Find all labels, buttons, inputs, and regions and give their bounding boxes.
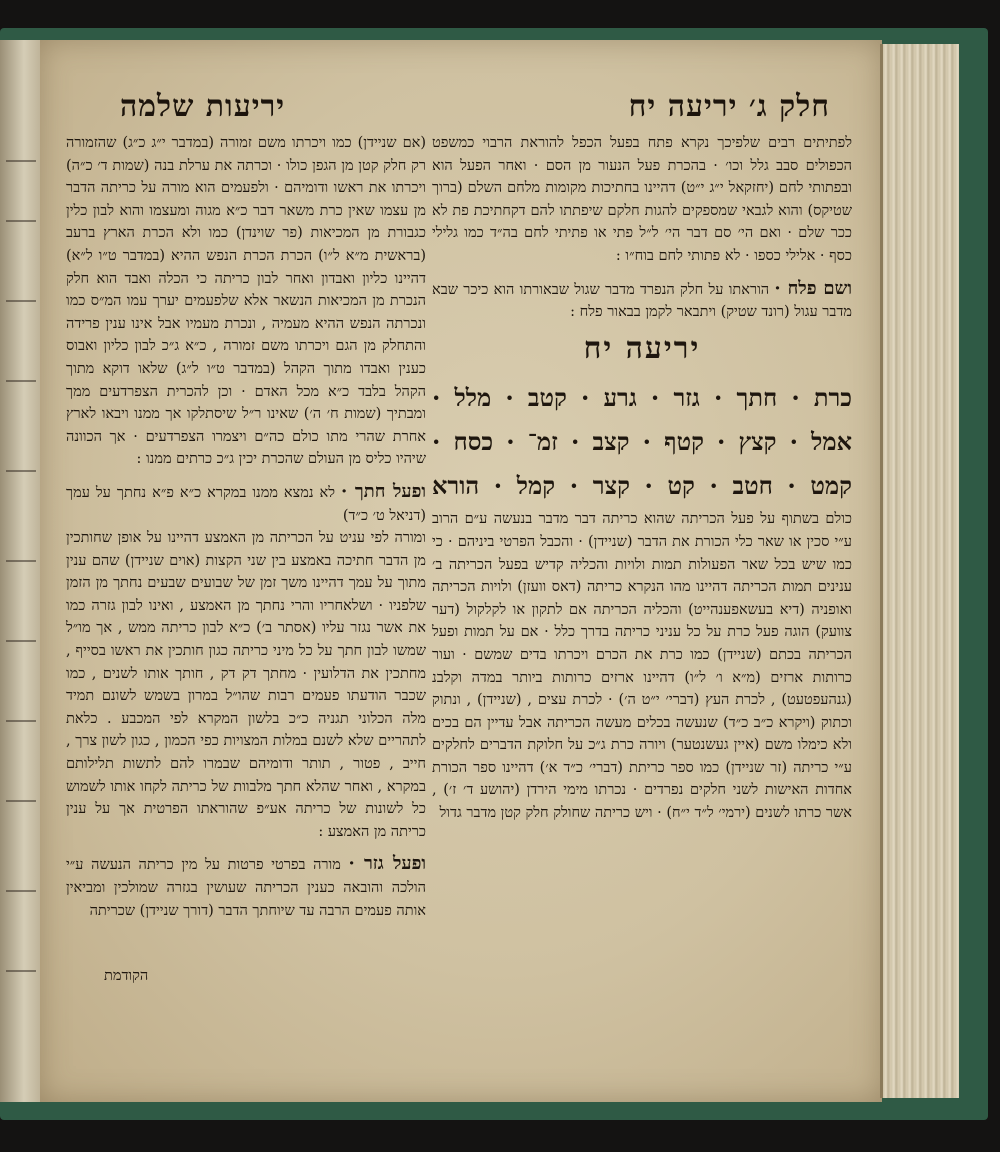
left-top-paragraph: (אם שניידן) כמו ויכרתו משם זמורה (במדבר י״ג כ״ג) שהזמורה רק חלק קטן מן הגפן כולו · וכרתה את ערלת בנה (שמות ד׳ כ״ה) ויכרתו את ראשו ודומיהם · ולפעמים הוא מורה על כריתה הדבר מן עצמו שאין כרת משאר דבר כ״א מגוה ומעצמו והוא לבון כלין כגבורת מן המכיאות (פר שוינדן) כמו ולא הכרת הארץ ברעב (בראשית מ״א ל״ו) הכרת הכרת הנפש ההיא (במדבר ט״ו ל״א) דהיינו כליון ואבדון ואחר לבון כריתה כי הכלה ואבד הוא חלק הנכרת מן המכיאות הנשאר אלא שלפעמים יערך עמו המ״ס כמו ונכרתה הנפש ההיא מעמיה , ונכרת מעמיו אבל אינו ענין פרידה והתחלק מן הגם ויכרתו משם זמורה , כ״א ג״כ לבון כליון ואבוס כענין ואבדו מתוך הקהל (במדבר ט״ו ל״ג) שלאו דוקא מתוך הקהל בלבד כ״א מכל האדם · וכן להכרית הצפרדעים ממך ומבתיך (שמות ח׳ ה׳) שאינו ר״ל שיסתלקו אך ממנו ויבאו לארץ אחרת שהרי מתו כולם כה״ם ויצמרו הצפרדעים · אך הכוונה שיהיו כליס מן העולם שהכרת יכין ג״כ כרתים ממנו : [66,135,426,468]
entry-head-gazar: ופעל גזר · [348,853,426,875]
header-left-title: חלק ג׳ יריעה יח [628,88,830,124]
entry-text-gazar: מורה בפרטי פרטות על מין כריתה הנעשה ע״י הולכה והובאה כענין הכריתה שעושין בגזרה שמולכין ומביאין אותה פעמים הרבה עד שיוחתך הדבר (דורך שניידן) שכריתה [66,857,426,919]
catchword: הקודמת [104,968,149,984]
running-head [120,86,830,126]
left-entry-chatach [66,481,426,527]
entry-head-chatach: ופעל חתך · [340,480,427,502]
left-lower-paragraph: ומורה לפי עניט על הכריתה מן האמצע דהיינו על אופן שחותכין מן הדבר חתיכה באמצע בין שני הקצות (אוים שניידן) שהם ענין מתוך על עמך דהיינו משך זמן של שבועים שבעים נחתך מן הזמן שלפניו · ושלאחריו והרי נחתך מן האמצע , ואינו לבון גזרה כמו את אשר נגזר עליו (אסתר ב׳) כ״א לבון כריתה ממש , אך מו״ל שמשו לבון חתך על כל מיני כריתה כגון חותכין את ראשו בסייף , מחתכין את הדלועין · מחתך דק דק , חותך אותו לשנים , כמו שכבר הודעתו פעמים רבות שהו״ל במרון בשמש לשונם תמיד מלה הכלוני תגניה כ״כ בלשון המקרא לפי המכבע . כלאת לתהריים שלא לשנם במלות המצויות כפי הכמון , כגון לשון צרך , חייב , פטור , תותר ודומיהם שבמרו להם לתשות תלילותם במקרא , ואחר שהלא חתך מלבוות של כריתה לקחו אותו לשמוש כל לשונות של כריתה אע״פ שהוראתו הפרטית אך על ענין כריתה מן האמצע : [66,530,426,840]
header-right-title: יריעות שלמה [120,88,286,124]
root-words-row-2: אמל · קצץ · קטף · קצב · זמ־ · כסח · [432,427,852,457]
entry-text-pelach: הוראתו על חלק הנפרד מדבר שגול שבאורתו הוא כיכר שבא מדבר עגול (רונד שטיק) ויתבאר לקמן בבאור פלח : [432,281,852,321]
right-top-paragraph: לפתיתים רבים שלפיכך נקרא פתח בפעל הכפל להוראת הרבוי כמשפט הכפולים סבב גלל וכו׳ · בהכרת פעל הנעור מן הסם · ואחר הפעל הוא ובפתותי לחם (יחזקאל י״ג י״ט) דהיינו בחתיכות מקומות מלחם השלם (ברוך שטיקס) והוא לגבאי שמספקים להגות חלקם שיפתתו להם דקחתיכת פת לא ככר שלם · ואם הי׳ סם דבר הי׳ ל״ל פתי או פתיתי לחם בה״ד כמו גלילי כסף · אלילי כספו · לא פתותי לחם בוח״ו : [432,135,852,264]
entry-head-pelach: ושם פלח · [774,277,852,299]
root-words-row-1: כרת · חתך · גזר · גרע · קטב · מלל · [432,383,852,413]
right-entry [432,278,852,324]
root-words-row-3: קמט · חטב · קט · קצר · קמל · הורא [432,471,852,501]
left-entry-gazar [66,853,426,922]
facing-page-edge [0,40,42,1102]
right-column [432,132,852,825]
right-lower-paragraph: כולם בשתוף על פעל הכריתה שהוא כריתה דבר מדבר בנעשה ע״ם הרוב ע״י סכין או שאר כלי הכורת את הדבר (שניידן) · והכבל הפרטי ביניהם · כי כמו שיש בכל שאר הפעולות תמות ולויות והכליה קדיש בפעל הכריתה ב׳ ענינים תמות הכריתה דהיינו מהו הנקרא כריתה (דאס וועזן) ולויות הכריתה ואופניה (דיא בעשאפענהייט) והכליה הכריתה אם לתקון או לקלקול (דער צוועק) הוגה פעל כרת על כל עניני כריתה בדרך כלל · אם על תמות ופעל הכריתה בכתם (שניידן) כמו כרת את הכרם ויכרתו בדים שמשם · ועור כרותות ארזים (מ״א ו׳ ל״ו) דהיינו ארזים כרותות ביותר במדה וקלבנ (גנהעפטעט) , לכרת העץ (דברי׳ י״ט ה׳) · לכרת עצים , (שניידן) , ונתוק וכתוק (ויקרא כ״ב כ״ד) שנעשה בכלים מעשה הכריתה אבל עדיין הם בכים ולא כימלו משם (איין געשנטער) ויורה כרת ג״כ על חלוקת הדברים לחלקים ע״י כריתה (זר שניידן) כמו ספר כריתת (דברי׳ כ״ד א׳) דהיינו ספר הכורת אחדות האישות לשני חלקים נפרדים · נכרתו מימי הירדן (יהושע ד׳ ז׳) , אשר כרתו לשנים (ירמי׳ ל״ד י״ח) · ויש כריתה שחולק חלק קטן מדבר גדול [432,511,852,822]
section-title: יריעה יח [583,330,701,366]
page-edges [880,44,959,1098]
entry-text-chatach: לא נמצא ממנו במקרא כ״א פ״א נחתך על עמך (דניאל ט׳ כ״ד) [66,484,426,524]
left-column [66,132,426,922]
